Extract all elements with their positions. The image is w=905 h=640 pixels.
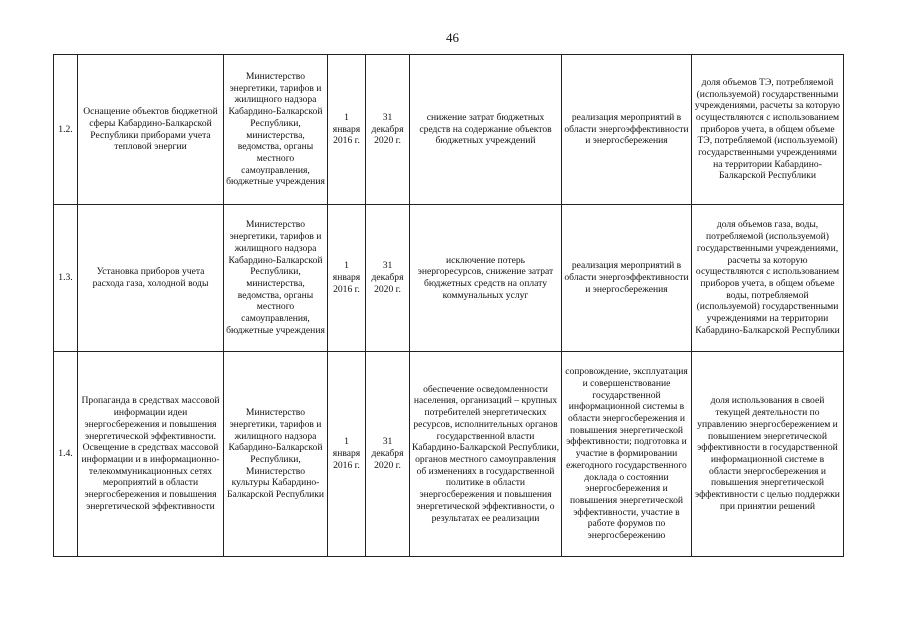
end-date-cell: 31 декабря 2020 г. xyxy=(366,55,410,205)
indicator-cell: доля объемов ТЭ, потребляемой (используемой) государственными учреждениями, расчеты за которую осуществляются с использованием приборов учета, в общем объеме ТЭ, потребляемой (используемой) государственными учреждениями на территории Кабардино-Балкарской Республики xyxy=(692,55,844,205)
link-cell: сопровождение, эксплуатация и совершенствование государственной информационной системы в области энергосбережения и повышения энергетической эффективности; подготовка и участие в формировании ежегодного государственного доклада о состоянии энергосбережения и повышения энергетической эффективности, участие в работе форумов по энергосбережению xyxy=(562,352,692,557)
result-cell: исключение потерь энергоресурсов, снижение затрат бюджетных средств на оплату коммунальных услуг xyxy=(410,205,562,352)
event-cell: Оснащение объектов бюджетной сферы Кабардино-Балкарской Республики приборами учета тепловой энергии xyxy=(78,55,224,205)
indicator-cell: доля использования в своей текущей деятельности по управлению энергосбережением и повышением энергетической эффективности в государственной информационной системе в области энергосбережения и повышения энергетической эффективности с целью поддержки при принятии решений xyxy=(692,352,844,557)
executor-cell: Министерство энергетики, тарифов и жилищного надзора Кабардино-Балкарской Республики, Министерство культуры Кабардино-Балкарской Республики xyxy=(224,352,328,557)
event-cell: Установка приборов учета расхода газа, холодной воды xyxy=(78,205,224,352)
start-date-cell: 1 января 2016 г. xyxy=(328,352,366,557)
result-cell: обеспечение осведомленности населения, организаций – крупных потребителей энергетических ресурсов, исполнительных органов государственной власти Кабардино-Балкарской Республики, органов местного самоуправления об изменениях в государственной политике в области энергосбережения и повышения энергетической эффективности, о результатах ее реализации xyxy=(410,352,562,557)
result-cell: снижение затрат бюджетных средств на содержание объектов бюджетных учреждений xyxy=(410,55,562,205)
start-date-cell: 1 января 2016 г. xyxy=(328,205,366,352)
table-row xyxy=(54,55,844,205)
end-date-cell: 31 декабря 2020 г. xyxy=(366,205,410,352)
link-cell: реализация мероприятий в области энергоэффективности и энергосбережения xyxy=(562,205,692,352)
end-date-cell: 31 декабря 2020 г. xyxy=(366,352,410,557)
row-number: 1.2. xyxy=(54,55,78,205)
event-cell: Пропаганда в средствах массовой информации идеи энергосбережения и повышения энергетической эффективности. Освещение в средствах массовой информации и в информационно-телекоммуникационных сетях мероприятий в области энергосбережения и повышения энергетической эффективности xyxy=(78,352,224,557)
page-number: 46 xyxy=(446,30,459,45)
start-date-cell: 1 января 2016 г. xyxy=(328,55,366,205)
row-number: 1.4. xyxy=(54,352,78,557)
executor-cell: Министерство энергетики, тарифов и жилищного надзора Кабардино-Балкарской Республики, министерства, ведомства, органы местного самоуправления, бюджетные учреждения xyxy=(224,55,328,205)
row-number: 1.3. xyxy=(54,205,78,352)
executor-cell: Министерство энергетики, тарифов и жилищного надзора Кабардино-Балкарской Республики, министерства, ведомства, органы местного самоуправления, бюджетные учреждения xyxy=(224,205,328,352)
measures-table xyxy=(53,54,844,557)
link-cell: реализация мероприятий в области энергоэффективности и энергосбережения xyxy=(562,55,692,205)
table-row xyxy=(54,205,844,352)
table-row xyxy=(54,352,844,557)
indicator-cell: доля объемов газа, воды, потребляемой (используемой) государственными учреждениями, расчеты за которую осуществляются с использованием приборов учета, в общем объеме воды, потребляемой (используемой) государственными учреждениями на территории Кабардино-Балкарской Республики xyxy=(692,205,844,352)
